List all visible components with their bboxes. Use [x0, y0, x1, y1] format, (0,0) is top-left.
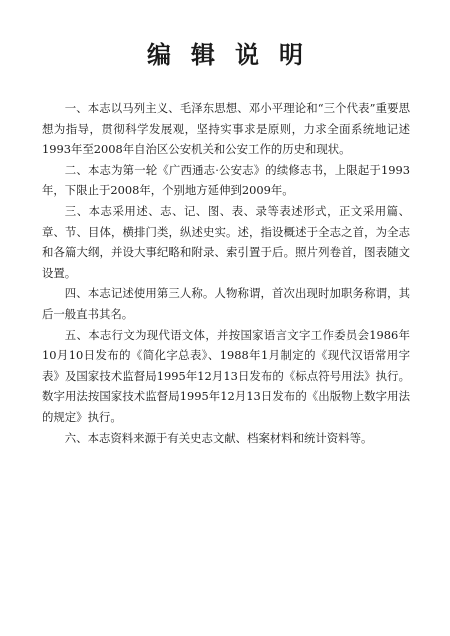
document-body [42, 98, 410, 448]
paragraph-6: 六、本志资料来源于有关史志文献、档案材料和统计资料等。 [64, 430, 373, 445]
page-title: 编辑说明 [147, 41, 323, 69]
paragraph-5: 五、本志行文为现代语文体，并按国家语言文字工作委员会1986年10月10日发布的《简化字总表》、1988年1月制定的《现代汉语常用字表》及国家技术监督局1995年12月13日发布的《标点符号用法》执行。数字用法按国家技术监督局1995年12月13日发布的《出版物上数字用法的规定》执行。 [42, 327, 410, 424]
paragraph-2: 二、本志为第一轮《广西通志·公安志》的续修志书，上限起于1993年，下限止于2008年，个别地方延伸到2009年。 [42, 162, 410, 198]
paragraph-3: 三、本志采用述、志、记、图、表、录等表述形式，正文采用篇、章、节、目体，横排门类，纵述史实。述，指设概述于全志之首，为全志和各篇大纲，并设大事纪略和附录、索引置于后。照片列卷首，图表随文设置。 [42, 203, 410, 280]
paragraph-1: 一、本志以马列主义、毛泽东思想、邓小平理论和“三个代表”重要思想为指导，贯彻科学发展观，坚持实事求是原则，力求全面系统地记述1993年至2008年自治区公安机关和公安工作的历史和现状。 [42, 101, 410, 157]
paragraph-4: 四、本志记述使用第三人称。人物称谓，首次出现时加职务称谓，其后一般直书其名。 [42, 286, 410, 321]
